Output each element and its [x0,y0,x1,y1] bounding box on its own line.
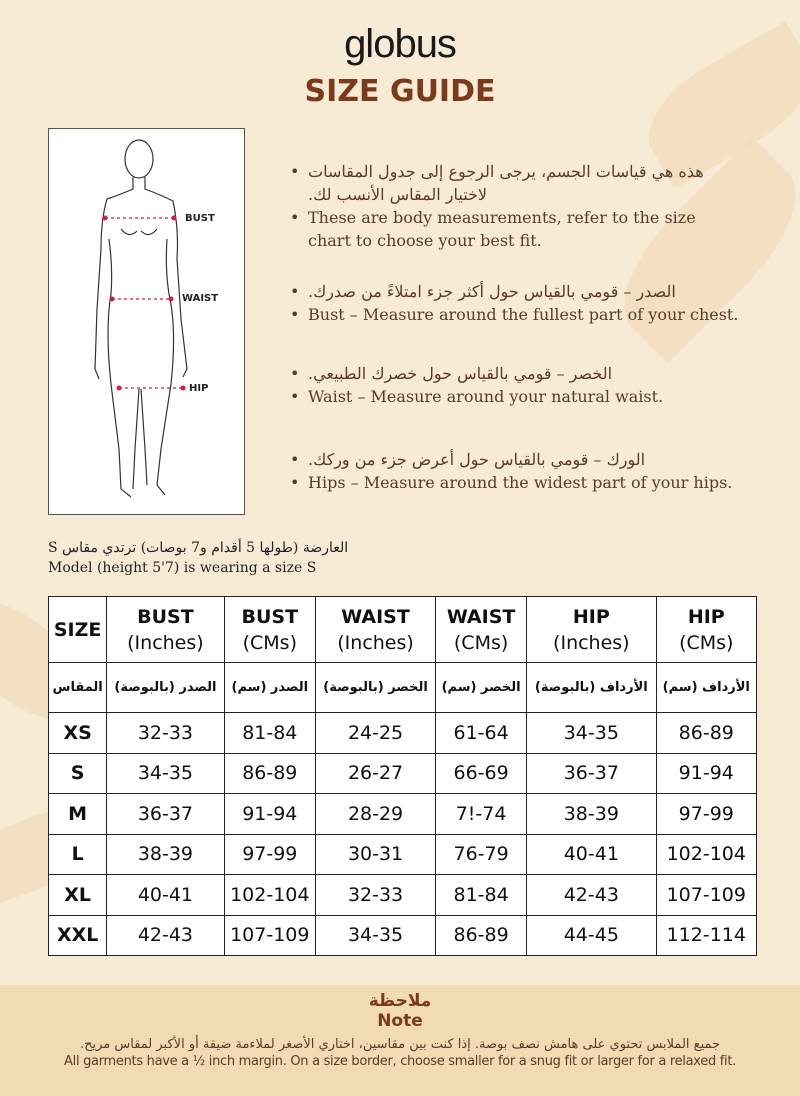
table-row [49,794,757,835]
note-text: All garments have a ½ inch margin. On a size border, choose smaller for a snug fit or larger for a relaxed fit. [64,1054,736,1069]
column-header-label: WAIST [446,605,516,628]
measurement-instructions [290,160,740,520]
size-cell: S [49,753,107,794]
column-header-ar: الأرداف (سم) [656,663,756,713]
note-section [0,985,800,1096]
instruction-general [290,160,740,252]
column-header-unit: (Inches) [553,631,630,654]
column-header-unit: (CMs) [679,631,734,654]
table-row [49,875,757,916]
measurement-cell: 86-89 [656,713,756,754]
instruction-bust [290,280,740,326]
column-header-ar: الصدر (سم) [224,663,315,713]
size-cell: M [49,794,107,835]
model-info-ar: العارضة (طولها 5 أقدام و7 بوصات) ترتدي مقاس S [48,540,349,556]
column-header-label: BUST [137,605,194,628]
measurement-cell: 30-31 [316,834,436,875]
instruction-ar: • الخصر – قومي بالقياس حول خصرك الطبيعي. [290,362,740,385]
model-info [48,538,348,578]
column-header-unit: (CMs) [242,631,297,654]
table-header-row [49,597,757,663]
note-title: Note [377,1011,423,1031]
measurement-cell: 34-35 [107,753,224,794]
hip-label: HIP [189,383,209,394]
measurement-cell: 102-104 [224,875,315,916]
instruction-ar: • هذه هي قياسات الجسم، يرجى الرجوع إلى جدول المقاسات لاختيار المقاس الأنسب لك. [290,160,740,206]
page-title: SIZE GUIDE [304,74,496,109]
measurement-cell: 32-33 [316,875,436,916]
measurement-cell: 97-99 [224,834,315,875]
measurement-cell: 91-94 [224,794,315,835]
column-header [107,597,224,663]
measurement-cell: 36-37 [107,794,224,835]
measurement-cell: 40-41 [107,875,224,916]
column-header [224,597,315,663]
instruction-en: • Bust – Measure around the fullest part of your chest. [290,303,740,326]
column-header [656,597,756,663]
instruction-en: • Hips – Measure around the widest part of your hips. [290,471,740,494]
size-cell: XL [49,875,107,916]
measurement-cell: 91-94 [656,753,756,794]
column-header-label: WAIST [341,605,410,628]
column-header-label: HIP [572,605,610,628]
size-cell: L [49,834,107,875]
column-header-unit: (Inches) [127,631,204,654]
size-cell: XS [49,713,107,754]
measurement-cell: 32-33 [107,713,224,754]
column-header-ar: الخصر (سم) [436,663,527,713]
model-info-en: Model (height 5'7) is wearing a size S [48,560,317,576]
instruction-waist [290,362,740,408]
table-row [49,915,757,956]
column-header-ar: الأرداف (بالبوصة) [527,663,656,713]
measurement-cell: 34-35 [316,915,436,956]
column-header-label: BUST [241,605,299,628]
column-header-label: HIP [687,605,725,628]
brand-logo: globus [344,22,456,66]
instruction-ar: • الورك – قومي بالقياس حول أعرض جزء من وركك. [290,448,740,471]
measurement-cell: 86-89 [224,753,315,794]
measurement-cell: 34-35 [527,713,656,754]
column-header-unit: (CMs) [453,631,509,654]
note-title-ar: ملاحظة [368,991,432,1011]
measurement-cell: 36-37 [527,753,656,794]
column-header-label: SIZE [53,618,102,641]
body-outline-illustration [49,129,246,516]
measurement-cell: 7!-74 [436,794,527,835]
bust-label: BUST [185,213,215,224]
measurement-cell: 102-104 [656,834,756,875]
measurement-cell: 40-41 [527,834,656,875]
measurement-cell: 112-114 [656,915,756,956]
instruction-en: • Waist – Measure around your natural waist. [290,385,740,408]
measurement-cell: 28-29 [316,794,436,835]
measurement-cell: 76-79 [436,834,527,875]
column-header [316,597,436,663]
measurement-cell: 86-89 [436,915,527,956]
measurement-cell: 38-39 [527,794,656,835]
measurement-cell: 97-99 [656,794,756,835]
table-row [49,753,757,794]
size-cell: XXL [49,915,107,956]
table-row [49,713,757,754]
measurement-cell: 107-109 [224,915,315,956]
body-measurement-figure [48,128,245,515]
measurement-cell: 38-39 [107,834,224,875]
column-header-ar: الصدر (بالبوصة) [107,663,224,713]
measurement-cell: 24-25 [316,713,436,754]
measurement-cell: 107-109 [656,875,756,916]
measurement-cell: 81-84 [224,713,315,754]
measurement-cell: 81-84 [436,875,527,916]
size-chart-table [48,596,757,956]
measurement-cell: 26-27 [316,753,436,794]
measurement-cell: 66-69 [436,753,527,794]
column-header-ar: المقاس [49,663,107,713]
measurement-cell: 61-64 [436,713,527,754]
table-row [49,834,757,875]
column-header-ar: الخصر (بالبوصة) [316,663,436,713]
column-header-unit: (Inches) [337,631,414,654]
column-header [49,597,107,663]
instruction-ar: • الصدر – قومي بالقياس حول أكثر جزء امتلاءً من صدرك. [290,280,740,303]
column-header [436,597,527,663]
measurement-cell: 42-43 [527,875,656,916]
column-header [527,597,656,663]
instruction-hip [290,448,740,494]
table-header-row-ar [49,663,757,713]
waist-label: WAIST [182,293,219,304]
note-text-ar: جميع الملابس تحتوي على هامش نصف بوصة. إذا كنت بين مقاسين، اختاري الأصغر لملاءمة ضيقة أو الأكبر لمقاس مريح. [79,1037,721,1052]
instruction-en: • These are body measurements, refer to the size chart to choose your best fit. [290,206,740,252]
measurement-cell: 42-43 [107,915,224,956]
measurement-cell: 44-45 [527,915,656,956]
